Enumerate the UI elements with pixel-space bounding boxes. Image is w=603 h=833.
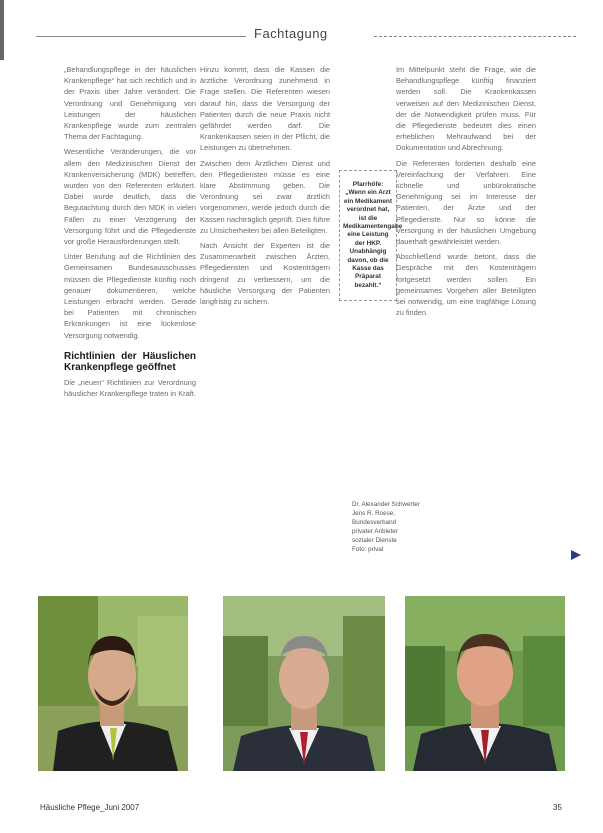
- continue-arrow-icon: [571, 550, 581, 560]
- subheading: Richtlinien der Häuslichen Krankenpflege geöffnet: [64, 350, 196, 373]
- portrait-photo-3: [405, 596, 565, 771]
- paragraph: Nach Ansicht der Experten ist die Zusammenarbeit zwischen Ärzten, Pflegediensten und Kostenträgern dringend zu verbessern, um die häusliche Versorgung der Patienten langfristig zu sichern.: [200, 241, 330, 307]
- paragraph: „Behandlungspflege in der häuslichen Krankenpflege“ hat sich rechtlich und in der Praxis über Jahre verändert. Die Verordnung und Genehmigung von Leistungen der häuslichen Krankenpflege wurde zum zentralen Thema der Fachtagung.: [64, 65, 196, 142]
- photo-credits: [352, 500, 420, 554]
- paragraph: Zwischen dem Ärztlichen Dienst und den Pflegediensten müsse es eine klare Abstimmung geben. Die Verordnung sei zwar ärztlich vorgenommen, werde jedoch durch die Kassen nachträglich geprüft. Dies führe zu Unsicherheiten bei allen Beteiligten.: [200, 158, 330, 235]
- credit-line: sozialer Dienste: [352, 537, 397, 544]
- credit-line: privater Anbieter: [352, 528, 398, 535]
- pull-quote: Pfarrhöfe: „Wenn ein Arzt ein Medikament verordnet hat, ist die Medikamentengabe eine Leistung der HKP. Unabhängig davon, ob die Kasse das Präparat bezahlt.“: [339, 170, 397, 301]
- credit-line: Bundesverband: [352, 519, 397, 526]
- header-rule-right: [374, 36, 576, 37]
- paragraph: Wesentliche Veränderungen, die vor allem den Medizinischen Dienst der Krankenversicherung (MDK) betreffen, wurden von den Referenten erläutert. Dabei wurde deutlich, dass die Begutachtung durch den MDK in vielen Fällen zu einer Verzögerung der Versorgung führt und die Pflegedienste vor große Herausforderungen stellt.: [64, 147, 196, 247]
- article-column-3: [396, 64, 536, 322]
- paragraph: Die „neuen“ Richtlinien zur Verordnung häuslicher Krankenpflege traten in Kraft.: [64, 377, 196, 399]
- footer-publication: Häusliche Pflege_Juni 2007: [40, 803, 140, 812]
- article-column-1: [64, 64, 196, 403]
- header-rule-left: [36, 36, 246, 37]
- paragraph: Die Referenten forderten deshalb eine Vereinfachung der Verfahren. Eine schnelle und unbürokratische Genehmigung sei im Interesse der Patienten, der Ärzte und der Pflegedienste. Nur so könne die Versorgung in der häuslichen Umgebung dauerhaft gewährleistet werden.: [396, 158, 536, 247]
- portrait-photo-1: [38, 596, 188, 771]
- paragraph: Im Mittelpunkt steht die Frage, wie die Behandlungspflege künftig finanziert werden soll. Die Krankenkassen verweisen auf den Medizinischen Dienst, der die Notwendigkeit prüfen muss. Für die Pflegedienste bedeutet dies einen erheblichen Mehraufwand bei der Dokumentation und Abrechnung.: [396, 65, 536, 153]
- paragraph: Hinzu kommt, dass die Kassen die ärztliche Verordnung zunehmend in Frage stellen. Die Referenten wiesen darauf hin, dass die Versorgung der Patienten durch die neue Praxis nicht gefährdet werden darf. Die Krankenkassen seien in der Pflicht, die Leistungen zu übernehmen.: [200, 65, 330, 153]
- page-edge-marker: [0, 0, 4, 60]
- paragraph: Unter Berufung auf die Richtlinien des Gemeinsamen Bundesausschusses müssen die Pflegedienste künftig noch genauer dokumentieren, welche Leistungen erbracht werden. Gerade bei Patienten mit chronischen Erkrankungen ist eine lückenlose Versorgung notwendig.: [64, 252, 196, 340]
- page-number: 35: [553, 803, 562, 812]
- section-title: Fachtagung: [254, 26, 328, 41]
- article-column-2: [200, 64, 330, 311]
- portrait-photo-2: [223, 596, 385, 771]
- credit-line: Foto: privat: [352, 546, 384, 553]
- credit-line: Dr. Alexander Schwerter: [352, 501, 420, 508]
- paragraph: Abschließend wurde betont, dass die Gespräche mit den Kostenträgern fortgesetzt werden sollen. Ein gemeinsames Vorgehen aller Beteiligten sei notwendig, um eine tragfähige Lösung zu finden.: [396, 252, 536, 318]
- credit-line: Jens R. Roese,: [352, 510, 396, 517]
- page-header: [36, 26, 576, 46]
